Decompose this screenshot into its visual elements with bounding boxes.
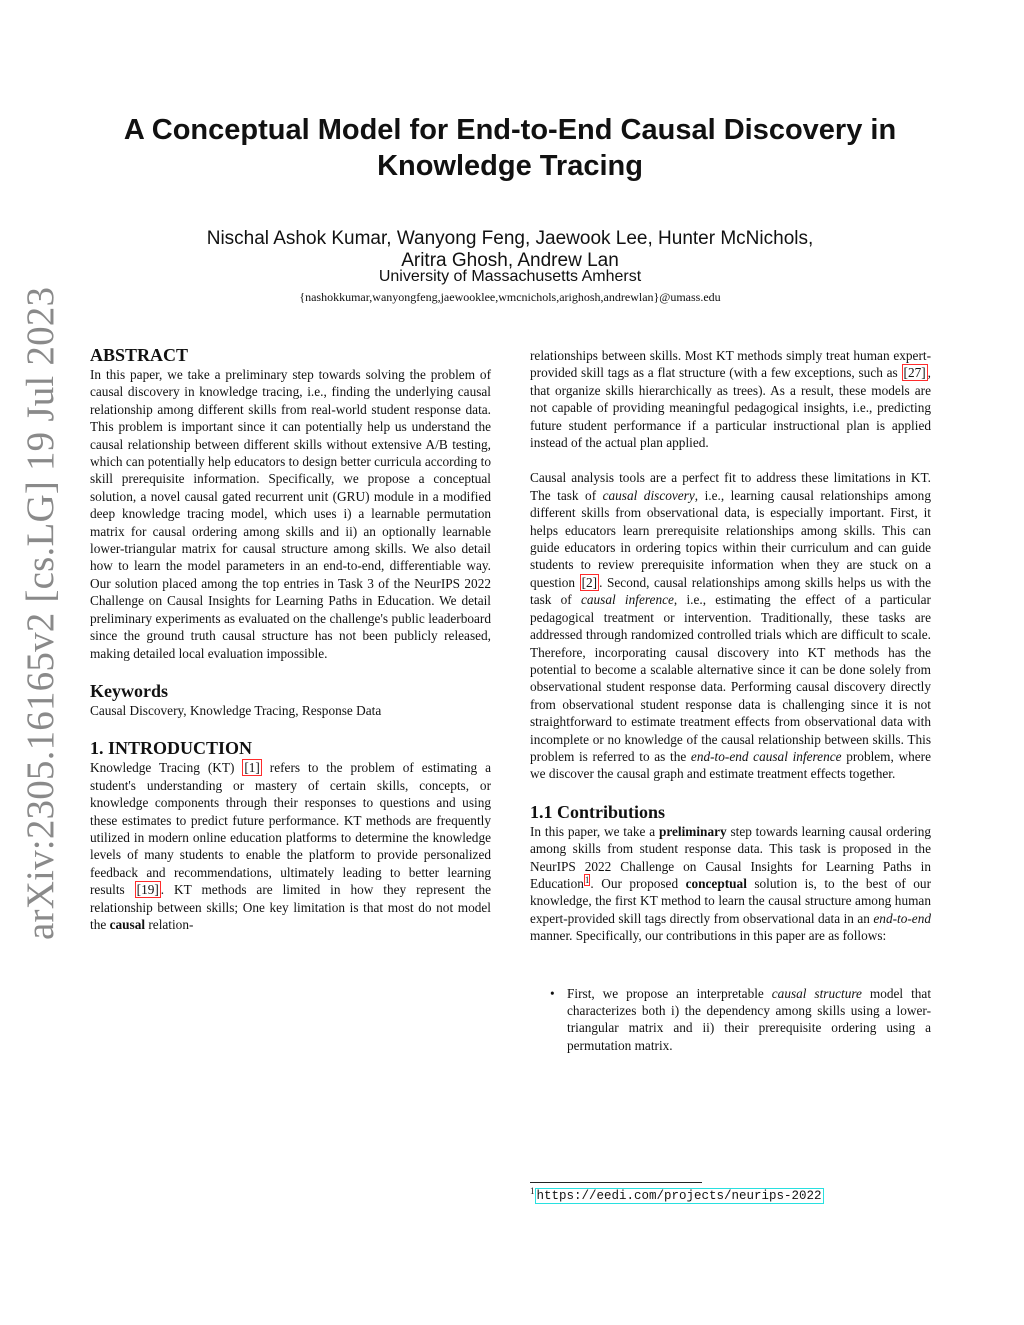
footnote-url-link[interactable]: https://eedi.com/projects/neurips-2022 xyxy=(536,1189,822,1204)
keywords-heading: Keywords xyxy=(90,680,168,701)
introduction-paragraph-1: Knowledge Tracing (KT) [1] refers to the problem of estimating a student's understanding or mastery of certain skills, concepts, or knowledge components through their responses to questions and using these estimates to predict future performance. KT methods are frequently utilized in modern online education platforms to determine the knowledge levels of many students to enable the platform to provide personalized feedback and recommendations, ultimately leading to better learning results [19] . KT methods are limited in how they represent the relationship between skills; One key limitation is that most do not model the causal relation- xyxy=(90,760,491,932)
left-column xyxy=(90,344,491,933)
introduction-paragraph-2: Causal analysis tools are a perfect fit to address these limitations in KT. The task of causal discovery, i.e., learning causal relationships among different skills from observational data, is especially important. First, it helps educators learn prerequisite relationships among skills. This can guide educators in ordering topics within their curriculum and can guide students to review prerequisite information when they are stuck on a question [2] . Second, causal relationships among skills helps us with the task of causal inference, i.e., estimating the effect of a particular pedagogical treatment or intervention. Traditionally, these tasks are addressed through randomized controlled trials which are difficult to scale. Therefore, incorporating causal discovery into KT methods has the potential to become a scalable alternative since it can be done solely from observational student response data. Performing causal discovery directly from observational student response data is challenging since it is not straightforward to estimate treatment effects from observational data with incomplete or no knowledge of the causal relationship between skills. This problem is referred to as the end-to-end causal inference problem, where we discover the causal graph and estimate treatment effects together. xyxy=(530,470,931,782)
arxiv-identifier: arXiv:2305.16165v2 [cs.LG] 19 Jul 2023 xyxy=(19,286,62,940)
authors-line-1: Nischal Ashok Kumar, Wanyong Feng, Jaewook Lee, Hunter McNichols, xyxy=(206,228,814,249)
introduction-paragraph-1-continued: relationships between skills. Most KT methods simply treat human expert-provided skill tags as a flat structure (with a few exceptions, such as [27] , that organize skills hierarchically as trees). As a result, these models are not capable of providing meaningful pedagogical insights, i.e., predicting future student performance if a particular instructional plan is applied instead of the actual plan applied. xyxy=(530,348,931,451)
abstract-text: In this paper, we take a preliminary step towards solving the problem of causal discovery in knowledge tracing, i.e., finding the underlying causal relationship among different skills from real-world student response data. This problem is important since it can potentially help us understand the causal relationship between different skills without extensive A/B testing, which can potentially help educators to design better curricula according to skill prerequisite information. Specifically, we propose a conceptual solution, a novel causal gated recurrent unit (GRU) module in a modified deep knowledge tracing model, which uses i) a learnable permutation matrix for causal ordering among skills and ii) an optionally learnable lower-triangular matrix for causal structure among skills. We also detail how to learn the model parameters in an end-to-end, differentiable way. Our solution placed among the top entries in Task 3 of the NeurIPS 2022 Challenge on Causal Insights for Learning Paths in Education. We detail preliminary experiments as evaluated on the challenge's public leaderboard since the ground truth causal structure has not been publicly released, making detailed local evaluation impossible. xyxy=(90,367,491,661)
abstract-heading: ABSTRACT xyxy=(90,345,189,365)
bullet-icon: • xyxy=(550,985,555,1001)
citation-link-1[interactable]: [1] xyxy=(244,760,260,776)
introduction-heading: 1. INTRODUCTION xyxy=(90,738,253,759)
authors-line-2: Aritra Ghosh, Andrew Lan xyxy=(401,250,619,271)
author-emails: {nashokkumar,wanyongfeng,jaewooklee,wmcnichols,arighosh,andrewlan}@umass.edu xyxy=(299,290,721,304)
citation-link-27[interactable]: [27] xyxy=(903,365,926,381)
citation-link-2[interactable]: [2] xyxy=(581,574,598,590)
right-column xyxy=(530,347,931,1054)
contributions-paragraph: In this paper, we take a preliminary step towards learning causal ordering among skills from student response data. This task is proposed in the NeurIPS 2022 Challenge on Causal Insights for Learning Paths in Education$^1$. Our proposed conceptual solution is, to the best of our knowledge, the first KT method to learn the causal structure among human expert-provided skill tags directly from observational data in an end-to-end manner. Specifically, our contributions in this paper are as follows: xyxy=(530,823,931,944)
affiliation: University of Massachusetts Amherst xyxy=(378,268,642,285)
footnote xyxy=(530,1186,824,1203)
author-list xyxy=(90,228,930,272)
footnote-link-1[interactable]: 1 xyxy=(584,874,590,885)
footnote-divider xyxy=(530,1182,702,1183)
citation-link-19[interactable]: [19] xyxy=(136,882,159,898)
list-item: • First, we propose an interpretable causal structure model that characterizes both i) the dependency among skills using a lower-triangular matrix and ii) their prerequisite ordering using a permutation matrix. xyxy=(550,985,932,1053)
footnote-number: 1 xyxy=(530,1186,535,1196)
contributions-heading: 1.1 Contributions xyxy=(530,801,666,822)
contributions-list xyxy=(530,985,931,1055)
keywords-text: Causal Discovery, Knowledge Tracing, Response Data xyxy=(90,702,382,718)
paper-title: A Conceptual Model for End-to-End Causal Discovery in Knowledge Tracing xyxy=(123,114,897,182)
